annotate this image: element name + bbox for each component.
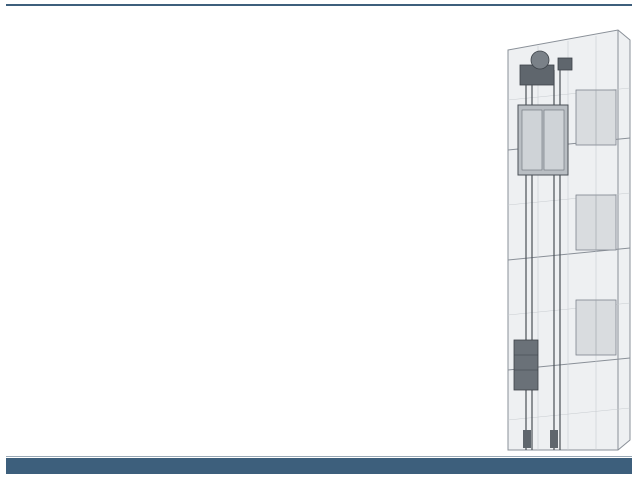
mrl-elevator-shaft-illustration <box>478 10 638 455</box>
footer-rule <box>6 456 632 457</box>
footer-bar <box>6 458 632 474</box>
top-rule <box>6 4 632 6</box>
